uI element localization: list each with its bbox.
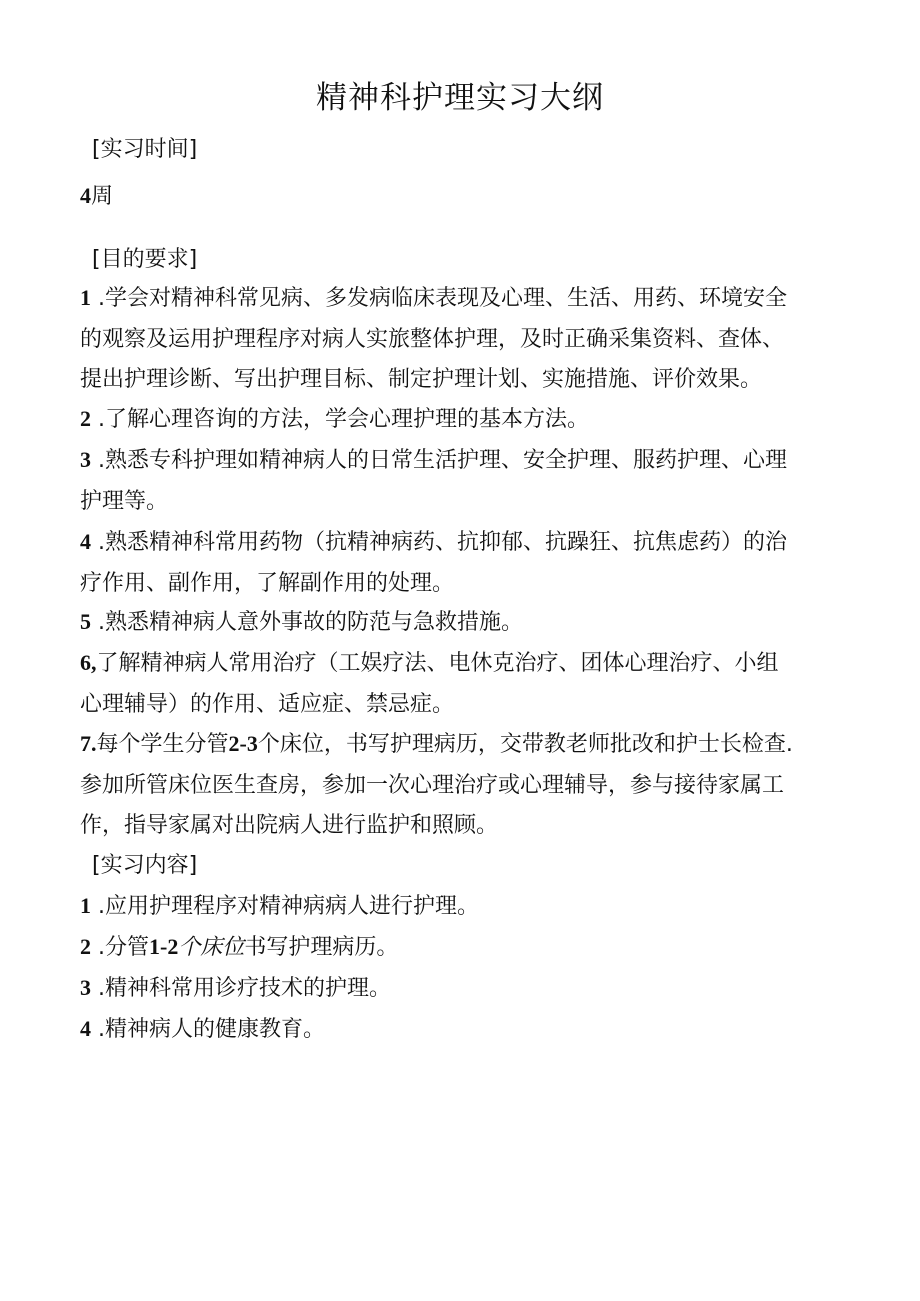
item-number: 4 — [80, 1016, 91, 1041]
item-text: .学会对精神科常见病、多发病临床表现及心理、生活、用药、环境安全 — [91, 286, 787, 311]
item-number: 5 — [80, 609, 91, 634]
item-number: 4 — [80, 529, 91, 554]
item-text: 参加所管床位医生查房，参加一次心理治疗或心理辅导，参与接待家属工 — [80, 772, 785, 798]
item-text: 心理辅导）的作用、适应症、禁忌症。 — [80, 691, 455, 717]
bed-count: 2-3 — [228, 731, 258, 756]
item-text: 提出护理诊断、写出护理目标、制定护理计划、实施措施、评价效果。 — [80, 367, 763, 392]
item-text: 疗作用、副作用，了解副作用的处理。 — [80, 570, 455, 596]
item-text: 个床位，书写护理病历，交带教老师批改和护士长检查. — [257, 732, 793, 757]
item-text: .熟悉精神病人意外事故的防范与急救措施。 — [91, 610, 523, 635]
time-unit: 周 — [91, 184, 114, 209]
time-number: 4 — [80, 183, 91, 208]
item-number: 2 — [80, 406, 91, 431]
content-item-4 — [80, 1009, 840, 1051]
objective-item-5 — [80, 602, 840, 644]
content-item-3 — [80, 968, 840, 1010]
item-text: 每个学生分管 — [96, 732, 229, 757]
item-text: .精神病人的健康教育。 — [91, 1017, 325, 1042]
item-text: .了解心理咨询的方法，学会心理护理的基本方法。 — [91, 407, 589, 432]
time-value — [80, 176, 840, 218]
content-item-2 — [80, 927, 840, 969]
content-item-1 — [80, 886, 840, 928]
item-text: .分管 — [91, 935, 149, 960]
objective-item-4 — [80, 522, 840, 604]
section-heading-objectives: [目的要求] — [92, 247, 198, 272]
item-number: 7. — [80, 731, 97, 756]
item-number: 2 — [80, 934, 91, 959]
section-heading-time: [实习时间] — [92, 137, 198, 162]
document-title: 精神科护理实习大纲 — [316, 80, 604, 116]
item-text: 作，指导家属对出院病人进行监护和照顾。 — [80, 813, 499, 838]
item-number: 1 — [80, 285, 91, 310]
item-text: .精神科常用诊疗技术的护理。 — [91, 976, 391, 1001]
objective-item-3 — [80, 440, 840, 522]
item-number: 3 — [80, 447, 91, 472]
item-text: .熟悉精神科常用药物（抗精神病药、抗抑郁、抗躁狂、抗焦虑药）的治 — [91, 530, 787, 555]
section-heading-content: [实习内容] — [92, 853, 198, 878]
item-text-italic: 个床位 — [178, 935, 245, 960]
objective-item-7 — [80, 724, 840, 847]
item-number: 6, — [80, 650, 97, 675]
item-text: 了解精神病人常用治疗（工娱疗法、电休克治疗、团体心理治疗、小组 — [96, 651, 779, 676]
item-text: .应用护理程序对精神病病人进行护理。 — [91, 894, 479, 919]
objective-item-6 — [80, 643, 840, 725]
item-number: 3 — [80, 975, 91, 1000]
objective-item-2 — [80, 399, 840, 441]
item-text: .熟悉专科护理如精神病人的日常生活护理、安全护理、服药护理、心理 — [91, 448, 787, 473]
objective-item-1 — [80, 278, 840, 401]
item-text: 护理等。 — [80, 488, 169, 514]
item-text: 的观察及运用护理程序对病人实旅整体护理，及时正确采集资料、查体、 — [80, 326, 785, 352]
item-number: 1 — [80, 893, 91, 918]
bed-count: 1-2 — [149, 934, 179, 959]
item-text: 书写护理病历。 — [244, 935, 399, 960]
